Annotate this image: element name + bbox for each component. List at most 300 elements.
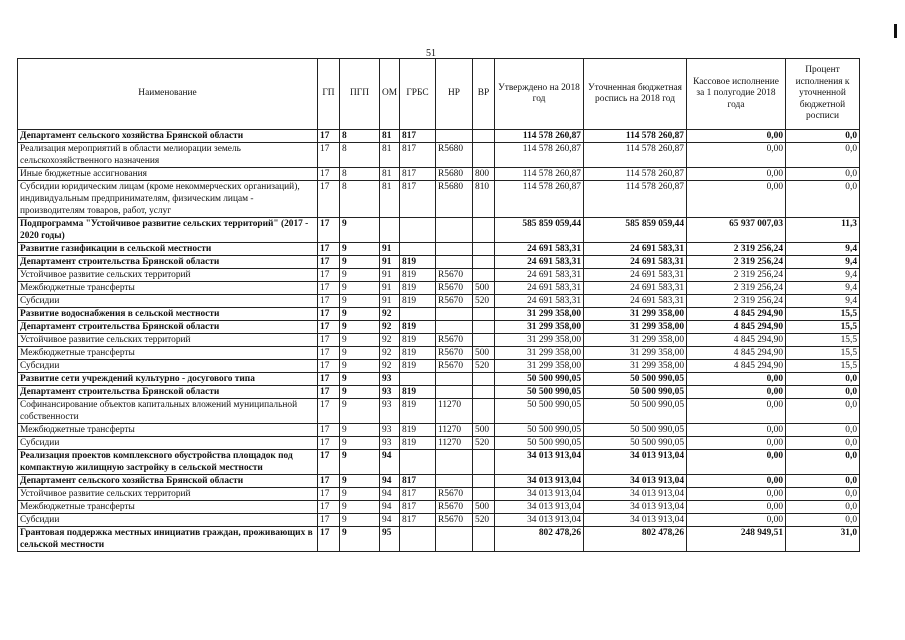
row-om: 91 — [380, 243, 400, 256]
row-np: 11270 — [436, 399, 473, 424]
col-np-header: НР — [436, 59, 473, 130]
row-np — [436, 321, 473, 334]
row-gp: 17 — [318, 360, 340, 373]
row-refined: 114 578 260,87 — [584, 143, 687, 168]
row-executed: 4 845 294,90 — [687, 321, 786, 334]
row-name: Развитие сети учреждений культурно - досугового типа — [18, 373, 318, 386]
row-percent: 0,0 — [786, 399, 860, 424]
row-percent: 0,0 — [786, 386, 860, 399]
row-approved: 31 299 358,00 — [495, 334, 584, 347]
row-om: 81 — [380, 143, 400, 168]
row-gp: 17 — [318, 501, 340, 514]
row-pgp: 8 — [340, 130, 380, 143]
table-row — [18, 218, 860, 243]
row-percent: 15,5 — [786, 347, 860, 360]
row-np — [436, 527, 473, 552]
row-np: R5680 — [436, 181, 473, 218]
row-vr: 500 — [473, 347, 495, 360]
table-row — [18, 501, 860, 514]
row-refined: 802 478,26 — [584, 527, 687, 552]
row-pgp: 9 — [340, 514, 380, 527]
row-executed: 0,00 — [687, 501, 786, 514]
row-name: Межбюджетные трансферты — [18, 347, 318, 360]
row-pgp: 9 — [340, 218, 380, 243]
row-executed: 0,00 — [687, 424, 786, 437]
row-executed: 0,00 — [687, 437, 786, 450]
row-np — [436, 256, 473, 269]
row-refined: 31 299 358,00 — [584, 334, 687, 347]
row-approved: 50 500 990,05 — [495, 437, 584, 450]
col-approved-header: Утверждено на 2018 год — [495, 59, 584, 130]
table-row — [18, 269, 860, 282]
row-pgp: 9 — [340, 243, 380, 256]
row-np — [436, 218, 473, 243]
row-np — [436, 386, 473, 399]
row-executed: 0,00 — [687, 514, 786, 527]
row-grbs: 819 — [400, 282, 436, 295]
row-executed: 2 319 256,24 — [687, 269, 786, 282]
row-refined: 34 013 913,04 — [584, 488, 687, 501]
header-row — [18, 59, 860, 130]
row-executed: 0,00 — [687, 475, 786, 488]
row-percent: 0,0 — [786, 168, 860, 181]
table-row — [18, 181, 860, 218]
table-row — [18, 373, 860, 386]
row-np — [436, 373, 473, 386]
row-om: 93 — [380, 399, 400, 424]
col-vr-header: ВР — [473, 59, 495, 130]
row-executed: 0,00 — [687, 386, 786, 399]
row-name: Межбюджетные трансферты — [18, 424, 318, 437]
row-refined: 34 013 913,04 — [584, 475, 687, 488]
row-grbs: 819 — [400, 347, 436, 360]
table-row — [18, 334, 860, 347]
row-np: R5670 — [436, 501, 473, 514]
row-vr — [473, 527, 495, 552]
row-name: Департамент строительства Брянской области — [18, 386, 318, 399]
row-vr: 810 — [473, 181, 495, 218]
row-np: R5670 — [436, 282, 473, 295]
row-gp: 17 — [318, 269, 340, 282]
row-gp: 17 — [318, 514, 340, 527]
row-om: 91 — [380, 295, 400, 308]
row-pgp: 9 — [340, 321, 380, 334]
table-row — [18, 321, 860, 334]
row-executed: 65 937 007,03 — [687, 218, 786, 243]
row-executed: 2 319 256,24 — [687, 295, 786, 308]
row-percent: 9,4 — [786, 282, 860, 295]
row-grbs: 817 — [400, 488, 436, 501]
row-name: Подпрограмма "Устойчивое развитие сельских территорий" (2017 - 2020 годы) — [18, 218, 318, 243]
table-row — [18, 295, 860, 308]
row-percent: 0,0 — [786, 437, 860, 450]
row-approved: 50 500 990,05 — [495, 424, 584, 437]
row-executed: 0,00 — [687, 373, 786, 386]
row-pgp: 9 — [340, 475, 380, 488]
row-name: Устойчивое развитие сельских территорий — [18, 269, 318, 282]
col-refined-header: Уточненная бюджетная роспись на 2018 год — [584, 59, 687, 130]
table-row — [18, 168, 860, 181]
row-vr — [473, 308, 495, 321]
row-vr — [473, 386, 495, 399]
row-refined: 24 691 583,31 — [584, 256, 687, 269]
row-gp: 17 — [318, 424, 340, 437]
row-refined: 585 859 059,44 — [584, 218, 687, 243]
row-refined: 34 013 913,04 — [584, 450, 687, 475]
col-executed-header: Кассовое исполнение за 1 полугодие 2018 года — [687, 59, 786, 130]
row-np — [436, 243, 473, 256]
table-row — [18, 514, 860, 527]
row-om: 92 — [380, 321, 400, 334]
table-row — [18, 450, 860, 475]
row-vr: 520 — [473, 360, 495, 373]
row-vr — [473, 475, 495, 488]
row-name: Софинансирование объектов капитальных вложений муниципальной собственности — [18, 399, 318, 424]
row-approved: 50 500 990,05 — [495, 386, 584, 399]
row-pgp: 9 — [340, 347, 380, 360]
row-vr — [473, 269, 495, 282]
table-row — [18, 256, 860, 269]
row-gp: 17 — [318, 295, 340, 308]
row-name: Департамент сельского хозяйства Брянской области — [18, 475, 318, 488]
row-np: R5670 — [436, 295, 473, 308]
row-vr — [473, 373, 495, 386]
row-refined: 114 578 260,87 — [584, 130, 687, 143]
row-percent: 9,4 — [786, 243, 860, 256]
row-name: Субсидии юридическим лицам (кроме некоммерческих организаций), индивидуальным предпринимателям, физическим лицам - производителям товаров, работ, услуг — [18, 181, 318, 218]
row-percent: 0,0 — [786, 488, 860, 501]
margin-mark — [894, 24, 897, 38]
row-grbs: 817 — [400, 501, 436, 514]
row-pgp: 9 — [340, 386, 380, 399]
table-row — [18, 424, 860, 437]
row-percent: 15,5 — [786, 334, 860, 347]
row-refined: 50 500 990,05 — [584, 424, 687, 437]
row-om: 92 — [380, 347, 400, 360]
row-refined: 31 299 358,00 — [584, 308, 687, 321]
row-refined: 31 299 358,00 — [584, 360, 687, 373]
row-percent: 0,0 — [786, 373, 860, 386]
row-executed: 2 319 256,24 — [687, 282, 786, 295]
row-executed: 4 845 294,90 — [687, 334, 786, 347]
row-pgp: 9 — [340, 269, 380, 282]
row-gp: 17 — [318, 256, 340, 269]
row-approved: 24 691 583,31 — [495, 295, 584, 308]
row-gp: 17 — [318, 488, 340, 501]
table-row — [18, 130, 860, 143]
row-np: R5670 — [436, 360, 473, 373]
row-percent: 0,0 — [786, 475, 860, 488]
row-name: Реализация мероприятий в области мелиорации земель сельскохозяйственного назначения — [18, 143, 318, 168]
row-executed: 0,00 — [687, 130, 786, 143]
page-number: 51 — [426, 48, 436, 59]
row-grbs: 819 — [400, 424, 436, 437]
table-row — [18, 399, 860, 424]
table-row — [18, 243, 860, 256]
row-gp: 17 — [318, 437, 340, 450]
row-gp: 17 — [318, 475, 340, 488]
table-row — [18, 308, 860, 321]
table-row — [18, 347, 860, 360]
row-refined: 50 500 990,05 — [584, 437, 687, 450]
row-approved: 114 578 260,87 — [495, 181, 584, 218]
row-vr — [473, 488, 495, 501]
row-refined: 31 299 358,00 — [584, 321, 687, 334]
row-percent: 0,0 — [786, 424, 860, 437]
budget-table — [17, 58, 860, 552]
row-om: 95 — [380, 527, 400, 552]
row-percent: 31,0 — [786, 527, 860, 552]
row-executed: 0,00 — [687, 168, 786, 181]
row-gp: 17 — [318, 243, 340, 256]
row-name: Развитие газификации в сельской местности — [18, 243, 318, 256]
row-executed: 248 949,51 — [687, 527, 786, 552]
row-approved: 585 859 059,44 — [495, 218, 584, 243]
row-pgp: 9 — [340, 282, 380, 295]
row-approved: 50 500 990,05 — [495, 373, 584, 386]
row-np: R5680 — [436, 143, 473, 168]
col-pgp-header: ПГП — [340, 59, 380, 130]
row-om: 81 — [380, 130, 400, 143]
row-approved: 34 013 913,04 — [495, 450, 584, 475]
row-pgp: 9 — [340, 256, 380, 269]
row-np: R5670 — [436, 347, 473, 360]
row-refined: 24 691 583,31 — [584, 282, 687, 295]
row-gp: 17 — [318, 143, 340, 168]
row-pgp: 8 — [340, 143, 380, 168]
row-percent: 15,5 — [786, 308, 860, 321]
row-vr — [473, 321, 495, 334]
row-percent: 0,0 — [786, 514, 860, 527]
row-pgp: 9 — [340, 527, 380, 552]
row-grbs — [400, 218, 436, 243]
row-gp: 17 — [318, 334, 340, 347]
row-grbs: 817 — [400, 143, 436, 168]
row-grbs — [400, 450, 436, 475]
row-percent: 0,0 — [786, 130, 860, 143]
row-refined: 24 691 583,31 — [584, 269, 687, 282]
row-om: 93 — [380, 437, 400, 450]
row-np: 11270 — [436, 437, 473, 450]
row-vr — [473, 450, 495, 475]
row-name: Устойчивое развитие сельских территорий — [18, 334, 318, 347]
row-percent: 9,4 — [786, 256, 860, 269]
row-gp: 17 — [318, 527, 340, 552]
row-om: 81 — [380, 181, 400, 218]
row-np — [436, 450, 473, 475]
row-om: 93 — [380, 373, 400, 386]
table-body — [18, 130, 860, 552]
col-om-header: ОМ — [380, 59, 400, 130]
row-name: Грантовая поддержка местных инициатив граждан, проживающих в сельской местности — [18, 527, 318, 552]
row-name: Департамент строительства Брянской области — [18, 321, 318, 334]
row-refined: 50 500 990,05 — [584, 386, 687, 399]
row-approved: 31 299 358,00 — [495, 360, 584, 373]
row-approved: 31 299 358,00 — [495, 308, 584, 321]
row-gp: 17 — [318, 399, 340, 424]
row-grbs: 817 — [400, 168, 436, 181]
row-vr — [473, 399, 495, 424]
row-approved: 31 299 358,00 — [495, 347, 584, 360]
row-np — [436, 130, 473, 143]
row-np: R5670 — [436, 269, 473, 282]
row-gp: 17 — [318, 130, 340, 143]
row-refined: 24 691 583,31 — [584, 295, 687, 308]
row-np: R5670 — [436, 514, 473, 527]
row-pgp: 9 — [340, 360, 380, 373]
col-percent-header: Процент исполнения к уточненной бюджетной росписи — [786, 59, 860, 130]
row-refined: 34 013 913,04 — [584, 501, 687, 514]
row-np — [436, 475, 473, 488]
row-grbs — [400, 527, 436, 552]
row-om: 91 — [380, 282, 400, 295]
row-approved: 24 691 583,31 — [495, 269, 584, 282]
row-pgp: 8 — [340, 181, 380, 218]
row-executed: 4 845 294,90 — [687, 347, 786, 360]
row-grbs: 819 — [400, 334, 436, 347]
row-grbs — [400, 243, 436, 256]
col-name-header: Наименование — [18, 59, 318, 130]
row-gp: 17 — [318, 321, 340, 334]
row-approved: 34 013 913,04 — [495, 514, 584, 527]
row-executed: 4 845 294,90 — [687, 360, 786, 373]
row-approved: 114 578 260,87 — [495, 130, 584, 143]
row-executed: 0,00 — [687, 399, 786, 424]
table-row — [18, 437, 860, 450]
row-vr — [473, 334, 495, 347]
row-approved: 31 299 358,00 — [495, 321, 584, 334]
row-grbs: 817 — [400, 475, 436, 488]
row-executed: 2 319 256,24 — [687, 243, 786, 256]
row-om: 94 — [380, 514, 400, 527]
row-percent: 0,0 — [786, 501, 860, 514]
row-vr: 520 — [473, 514, 495, 527]
row-refined: 24 691 583,31 — [584, 243, 687, 256]
row-om: 91 — [380, 256, 400, 269]
row-name: Субсидии — [18, 437, 318, 450]
row-gp: 17 — [318, 347, 340, 360]
row-om: 92 — [380, 308, 400, 321]
row-approved: 34 013 913,04 — [495, 475, 584, 488]
row-grbs: 817 — [400, 130, 436, 143]
row-pgp: 9 — [340, 437, 380, 450]
row-refined: 50 500 990,05 — [584, 373, 687, 386]
row-grbs: 819 — [400, 321, 436, 334]
row-vr — [473, 218, 495, 243]
row-vr — [473, 256, 495, 269]
row-approved: 34 013 913,04 — [495, 488, 584, 501]
row-np: R5670 — [436, 334, 473, 347]
row-gp: 17 — [318, 373, 340, 386]
row-om: 94 — [380, 475, 400, 488]
row-refined: 114 578 260,87 — [584, 168, 687, 181]
row-percent: 0,0 — [786, 143, 860, 168]
row-gp: 17 — [318, 386, 340, 399]
row-name: Иные бюджетные ассигнования — [18, 168, 318, 181]
row-percent: 0,0 — [786, 181, 860, 218]
row-om: 93 — [380, 424, 400, 437]
row-om: 93 — [380, 386, 400, 399]
row-executed: 0,00 — [687, 450, 786, 475]
table-row — [18, 143, 860, 168]
row-name: Департамент строительства Брянской области — [18, 256, 318, 269]
table-row — [18, 360, 860, 373]
row-approved: 114 578 260,87 — [495, 143, 584, 168]
row-approved: 114 578 260,87 — [495, 168, 584, 181]
row-refined: 34 013 913,04 — [584, 514, 687, 527]
row-om: 94 — [380, 501, 400, 514]
row-percent: 9,4 — [786, 269, 860, 282]
row-gp: 17 — [318, 168, 340, 181]
row-name: Межбюджетные трансферты — [18, 501, 318, 514]
row-name: Субсидии — [18, 295, 318, 308]
row-gp: 17 — [318, 308, 340, 321]
row-percent: 11,3 — [786, 218, 860, 243]
row-pgp: 9 — [340, 399, 380, 424]
row-grbs: 819 — [400, 386, 436, 399]
row-gp: 17 — [318, 218, 340, 243]
row-om: 92 — [380, 360, 400, 373]
row-vr: 520 — [473, 437, 495, 450]
row-name: Развитие водоснабжения в сельской местности — [18, 308, 318, 321]
row-name: Департамент сельского хозяйства Брянской области — [18, 130, 318, 143]
row-name: Субсидии — [18, 360, 318, 373]
row-grbs: 819 — [400, 437, 436, 450]
row-gp: 17 — [318, 181, 340, 218]
table-row — [18, 386, 860, 399]
row-np — [436, 308, 473, 321]
row-vr — [473, 130, 495, 143]
row-vr — [473, 243, 495, 256]
table-row — [18, 527, 860, 552]
row-pgp: 9 — [340, 501, 380, 514]
row-name: Межбюджетные трансферты — [18, 282, 318, 295]
row-grbs: 819 — [400, 269, 436, 282]
row-om: 92 — [380, 334, 400, 347]
row-executed: 2 319 256,24 — [687, 256, 786, 269]
row-name: Реализация проектов комплексного обустройства площадок под компактную жилищную застройку в сельской местности — [18, 450, 318, 475]
row-percent: 9,4 — [786, 295, 860, 308]
row-pgp: 9 — [340, 308, 380, 321]
row-np: R5670 — [436, 488, 473, 501]
row-grbs — [400, 373, 436, 386]
row-grbs: 819 — [400, 360, 436, 373]
row-approved: 24 691 583,31 — [495, 282, 584, 295]
row-grbs: 819 — [400, 295, 436, 308]
row-np: 11270 — [436, 424, 473, 437]
row-percent: 0,0 — [786, 450, 860, 475]
row-approved: 24 691 583,31 — [495, 256, 584, 269]
row-vr: 500 — [473, 282, 495, 295]
row-om: 94 — [380, 488, 400, 501]
col-gp-header: ГП — [318, 59, 340, 130]
row-refined: 31 299 358,00 — [584, 347, 687, 360]
row-pgp: 9 — [340, 450, 380, 475]
table-row — [18, 475, 860, 488]
row-pgp: 9 — [340, 334, 380, 347]
row-pgp: 9 — [340, 424, 380, 437]
row-vr: 500 — [473, 424, 495, 437]
row-vr — [473, 143, 495, 168]
row-np: R5680 — [436, 168, 473, 181]
col-grbs-header: ГРБС — [400, 59, 436, 130]
table-row — [18, 488, 860, 501]
row-executed: 0,00 — [687, 181, 786, 218]
row-vr: 800 — [473, 168, 495, 181]
row-name: Устойчивое развитие сельских территорий — [18, 488, 318, 501]
row-approved: 24 691 583,31 — [495, 243, 584, 256]
row-executed: 4 845 294,90 — [687, 308, 786, 321]
